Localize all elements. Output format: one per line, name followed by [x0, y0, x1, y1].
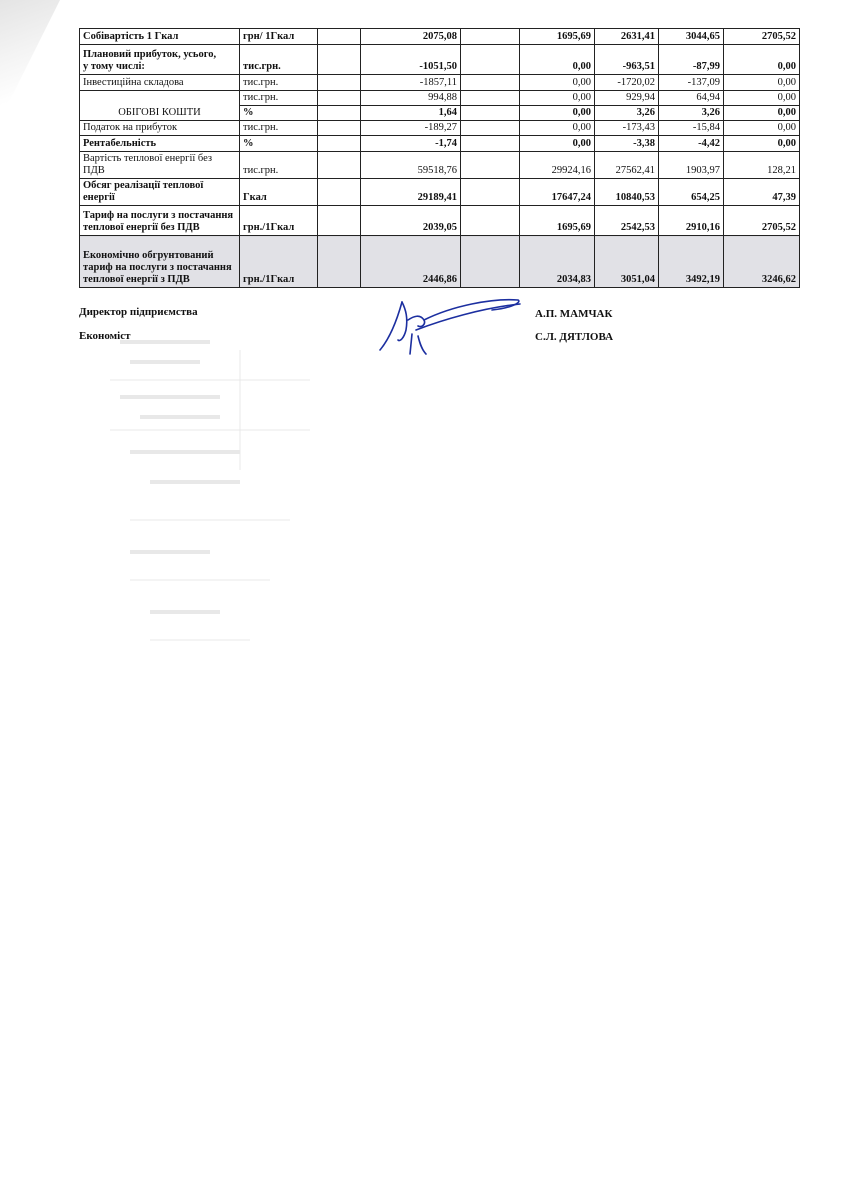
value-cell: 2075,08: [361, 29, 461, 45]
value-cell: 1695,69: [520, 29, 595, 45]
value-cell: [461, 45, 520, 75]
row-unit: грн/ 1Гкал: [240, 29, 318, 45]
row-label: Рентабельність: [80, 136, 240, 152]
row-label: Податок на прибуток: [80, 121, 240, 136]
director-name: А.П. МАМЧАК: [535, 308, 613, 320]
director-title: Директор підприємства: [79, 306, 198, 318]
table-row: [80, 75, 800, 91]
value-cell: -189,27: [361, 121, 461, 136]
value-cell: [461, 121, 520, 136]
row-unit: тис.грн.: [240, 45, 318, 75]
value-cell: 0,00: [520, 75, 595, 91]
value-cell: 0,00: [520, 121, 595, 136]
value-cell: 0,00: [520, 136, 595, 152]
value-cell: [461, 136, 520, 152]
value-cell: 0,00: [520, 91, 595, 106]
value-cell: 29189,41: [361, 179, 461, 206]
value-cell: 654,25: [659, 179, 724, 206]
value-cell: -963,51: [595, 45, 659, 75]
table-row: [80, 236, 800, 288]
row-unit: тис.грн.: [240, 152, 318, 179]
row-label: Вартість теплової енергії без ПДВ: [80, 152, 240, 179]
value-cell: [461, 206, 520, 236]
table-row: [80, 179, 800, 206]
value-cell: [318, 45, 361, 75]
value-cell: 2705,52: [724, 206, 800, 236]
value-cell: 10840,53: [595, 179, 659, 206]
value-cell: [318, 152, 361, 179]
value-cell: [318, 91, 361, 106]
value-cell: 27562,41: [595, 152, 659, 179]
value-cell: 1903,97: [659, 152, 724, 179]
value-cell: 3246,62: [724, 236, 800, 288]
value-cell: -3,38: [595, 136, 659, 152]
economist-title: Економіст: [79, 330, 131, 342]
tariff-table: [79, 28, 800, 288]
value-cell: 1695,69: [520, 206, 595, 236]
row-unit: грн./1Гкал: [240, 206, 318, 236]
table-row: [80, 45, 800, 75]
value-cell: 2631,41: [595, 29, 659, 45]
value-cell: 2910,16: [659, 206, 724, 236]
value-cell: 994,88: [361, 91, 461, 106]
value-cell: 2446,86: [361, 236, 461, 288]
row-unit: %: [240, 106, 318, 121]
value-cell: -15,84: [659, 121, 724, 136]
value-cell: -1,74: [361, 136, 461, 152]
value-cell: 47,39: [724, 179, 800, 206]
row-label: Економічно обгрунтований тариф на послуги з постачання теплової енергії з ПДВ: [80, 236, 240, 288]
value-cell: 0,00: [724, 45, 800, 75]
value-cell: [461, 29, 520, 45]
value-cell: 0,00: [724, 121, 800, 136]
row-label: Плановий прибуток, усього, у тому числі:: [80, 45, 240, 75]
value-cell: 0,00: [724, 75, 800, 91]
value-cell: 3492,19: [659, 236, 724, 288]
row-label: Обсяг реалізації теплової енергії: [80, 179, 240, 206]
value-cell: -1720,02: [595, 75, 659, 91]
row-unit: тис.грн.: [240, 75, 318, 91]
value-cell: -1857,11: [361, 75, 461, 91]
table-row: [80, 121, 800, 136]
row-label: Собівартість 1 Гкал: [80, 29, 240, 45]
value-cell: 1,64: [361, 106, 461, 121]
value-cell: [318, 236, 361, 288]
value-cell: -173,43: [595, 121, 659, 136]
value-cell: 0,00: [724, 91, 800, 106]
value-cell: [318, 136, 361, 152]
value-cell: 0,00: [724, 106, 800, 121]
table-row: [80, 206, 800, 236]
row-unit: тис.грн.: [240, 91, 318, 106]
value-cell: 2039,05: [361, 206, 461, 236]
value-cell: 3044,65: [659, 29, 724, 45]
signature-block: [79, 300, 799, 360]
value-cell: 3,26: [595, 106, 659, 121]
value-cell: [318, 29, 361, 45]
row-unit: тис.грн.: [240, 121, 318, 136]
value-cell: 29924,16: [520, 152, 595, 179]
value-cell: -137,09: [659, 75, 724, 91]
table-row: [80, 29, 800, 45]
value-cell: [318, 106, 361, 121]
value-cell: [318, 206, 361, 236]
value-cell: 2034,83: [520, 236, 595, 288]
value-cell: 0,00: [724, 136, 800, 152]
row-unit: Гкал: [240, 179, 318, 206]
row-label: ОБІГОВІ КОШТИ: [80, 91, 240, 121]
table-row: [80, 136, 800, 152]
value-cell: [318, 179, 361, 206]
value-cell: -1051,50: [361, 45, 461, 75]
value-cell: 128,21: [724, 152, 800, 179]
table-row: [80, 152, 800, 179]
value-cell: 3,26: [659, 106, 724, 121]
value-cell: [461, 179, 520, 206]
value-cell: 59518,76: [361, 152, 461, 179]
value-cell: 17647,24: [520, 179, 595, 206]
value-cell: [461, 75, 520, 91]
row-label: Тариф на послуги з постачання теплової енергії без ПДВ: [80, 206, 240, 236]
show-through-shadow: [90, 320, 350, 680]
value-cell: [461, 106, 520, 121]
row-label: Інвестиційна складова: [80, 75, 240, 91]
table-row: [80, 91, 800, 106]
value-cell: [318, 75, 361, 91]
value-cell: [318, 121, 361, 136]
value-cell: 929,94: [595, 91, 659, 106]
value-cell: 0,00: [520, 106, 595, 121]
value-cell: 3051,04: [595, 236, 659, 288]
row-unit: %: [240, 136, 318, 152]
economist-name: С.Л. ДЯТЛОВА: [535, 331, 614, 343]
value-cell: -87,99: [659, 45, 724, 75]
value-cell: -4,42: [659, 136, 724, 152]
value-cell: 2705,52: [724, 29, 800, 45]
row-unit: грн./1Гкал: [240, 236, 318, 288]
page-fold-shadow: [0, 0, 60, 120]
value-cell: 64,94: [659, 91, 724, 106]
value-cell: [461, 91, 520, 106]
value-cell: 0,00: [520, 45, 595, 75]
value-cell: 2542,53: [595, 206, 659, 236]
value-cell: [461, 236, 520, 288]
value-cell: [461, 152, 520, 179]
